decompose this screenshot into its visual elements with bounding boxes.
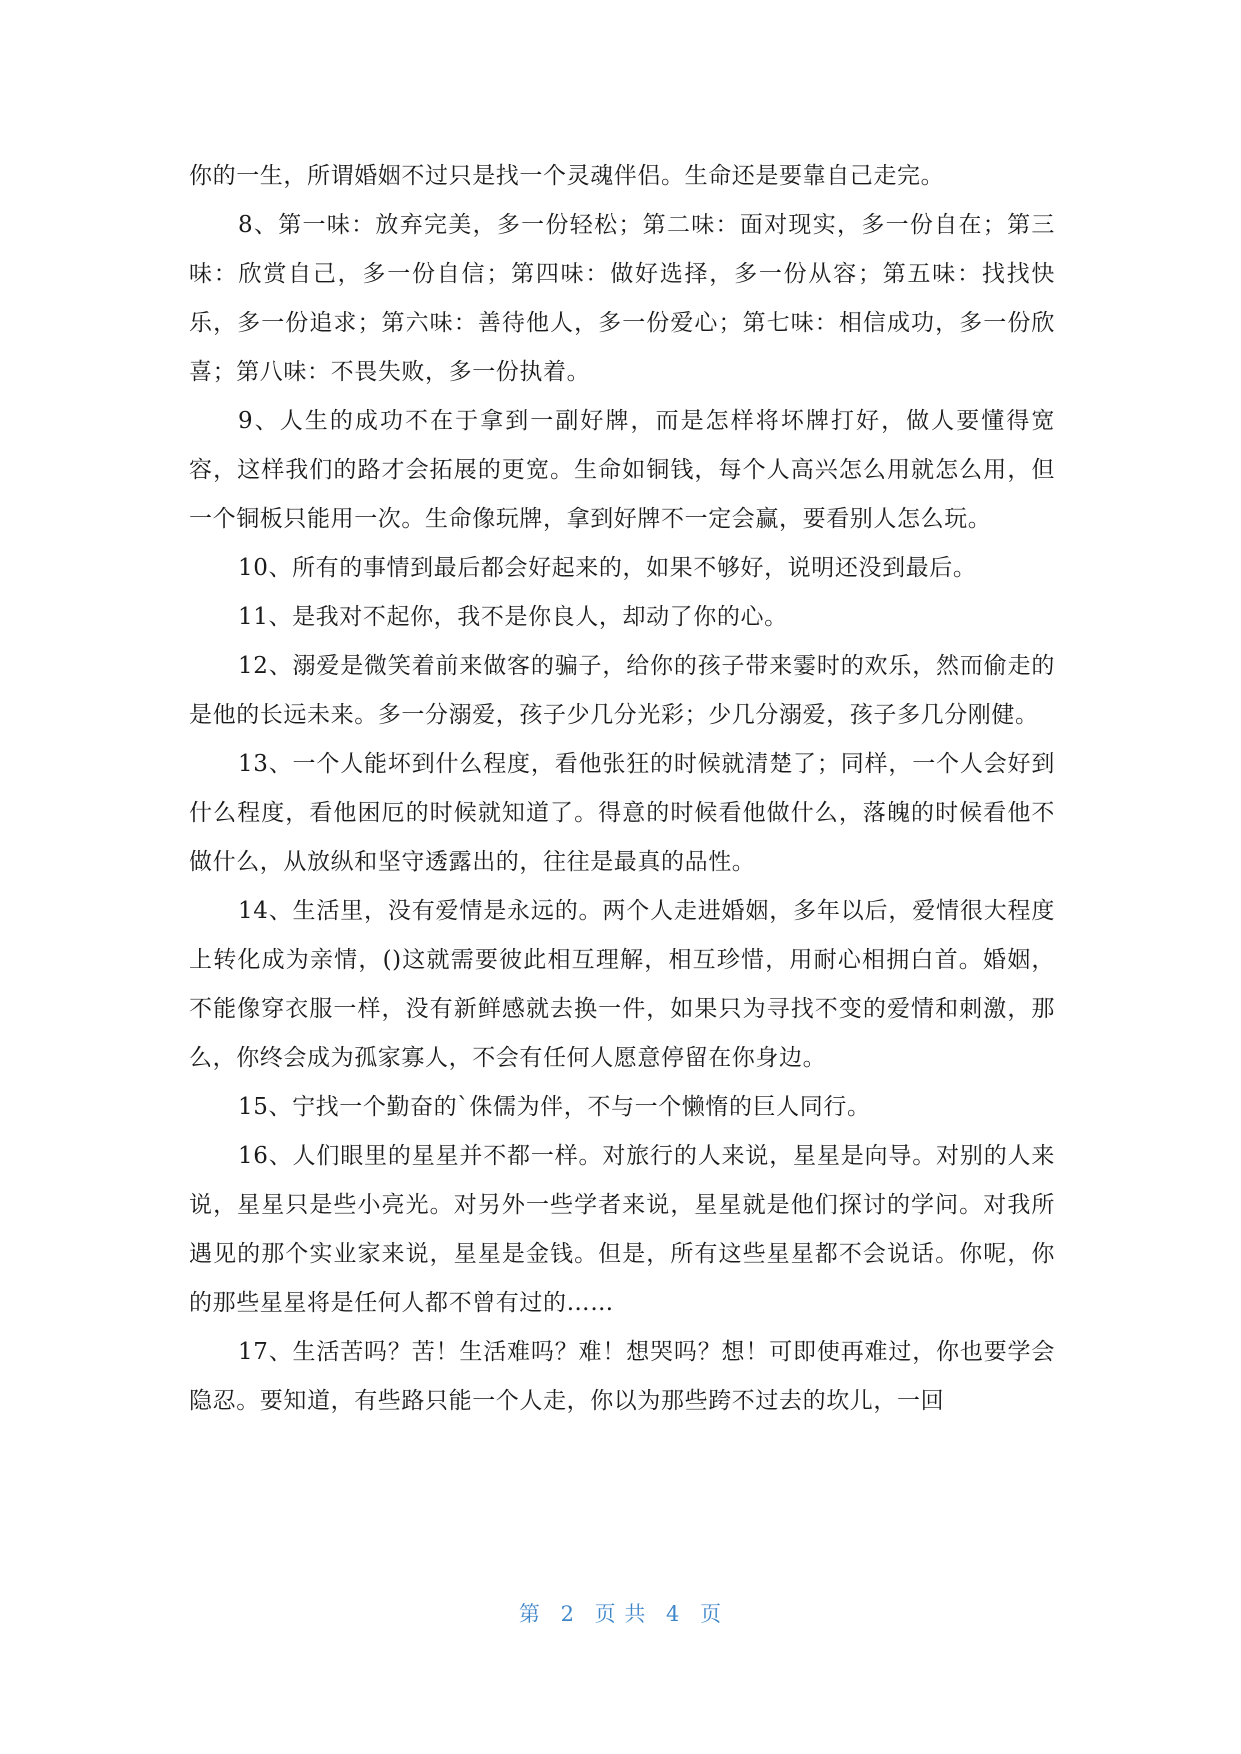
footer-label-end: 页 <box>700 1602 723 1626</box>
footer-current-page: 2 <box>560 1602 575 1626</box>
paragraph-continuation: 你的一生，所谓婚姻不过只是找一个灵魂伴侣。生命还是要靠自己走完。 <box>189 163 945 189</box>
footer-label-total: 页 共 <box>594 1602 647 1626</box>
footer-label-page: 第 <box>518 1602 541 1626</box>
paragraph-item-16: 16、人们眼里的星星并不都一样。对旅行的人来说，星星是向导。对别的人来说，星星只是些小亮光。对另外一些学者来说，星星就是他们探讨的学问。对我所遇见的那个实业家来说，星星是金钱。但是，所有这些星星都不会说话。你呢，你的那些星星将是任何人都不曾有过的…… <box>189 1143 1055 1316</box>
page-footer <box>0 1598 1241 1628</box>
paragraph-item-10: 10、所有的事情到最后都会好起来的，如果不够好，说明还没到最后。 <box>238 555 977 581</box>
paragraph-item-9: 9、人生的成功不在于拿到一副好牌，而是怎样将坏牌打好，做人要懂得宽容，这样我们的路才会拓展的更宽。生命如铜钱，每个人高兴怎么用就怎么用，但一个铜板只能用一次。生命像玩牌，拿到好牌不一定会赢，要看别人怎么玩。 <box>189 408 1055 532</box>
paragraph-item-14: 14、生活里，没有爱情是永远的。两个人走进婚姻，多年以后，爱情很大程度上转化成为亲情，()这就需要彼此相互理解，相互珍惜，用耐心相拥白首。婚姻，不能像穿衣服一样，没有新鲜感就去换一件，如果只为寻找不变的爱情和刺激，那么，你终会成为孤家寡人，不会有任何人愿意停留在你身边。 <box>189 898 1055 1071</box>
paragraph-item-17: 17、生活苦吗？苦！生活难吗？难！想哭吗？想！可即使再难过，你也要学会隐忍。要知道，有些路只能一个人走，你以为那些跨不过去的坎儿，一回 <box>189 1339 1055 1414</box>
footer-total-pages: 4 <box>666 1602 681 1626</box>
paragraph-item-15: 15、宁找一个勤奋的`侏儒为伴，不与一个懒惰的巨人同行。 <box>238 1094 871 1120</box>
paragraph-item-8: 8、第一味：放弃完美，多一份轻松；第二味：面对现实，多一份自在；第三味：欣赏自己，多一份自信；第四味：做好选择，多一份从容；第五味：找找快乐，多一份追求；第六味：善待他人，多一份爱心；第七味：相信成功，多一份欣喜；第八味：不畏失败，多一份执着。 <box>189 212 1055 385</box>
paragraph-item-13: 13、一个人能坏到什么程度，看他张狂的时候就清楚了；同样，一个人会好到什么程度，看他困厄的时候就知道了。得意的时候看他做什么，落魄的时候看他不做什么，从放纵和坚守透露出的，往往是最真的品性。 <box>189 751 1055 875</box>
document-body <box>189 152 1055 1426</box>
paragraph-item-11: 11、是我对不起你，我不是你良人，却动了你的心。 <box>238 604 788 630</box>
paragraph-item-12: 12、溺爱是微笑着前来做客的骗子，给你的孩子带来霎时的欢乐，然而偷走的是他的长远未来。多一分溺爱，孩子少几分光彩；少几分溺爱，孩子多几分刚健。 <box>189 653 1055 728</box>
